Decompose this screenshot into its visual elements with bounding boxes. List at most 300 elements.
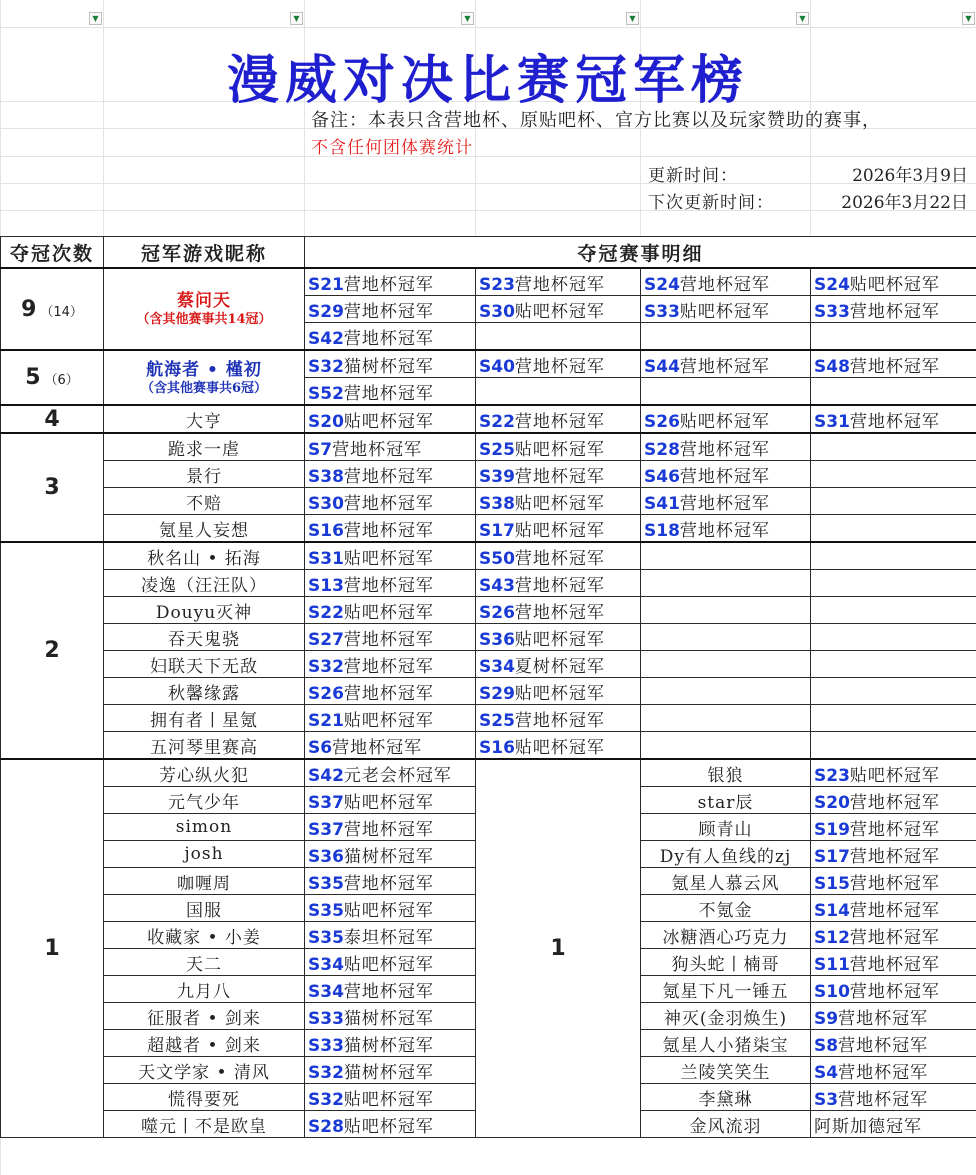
champion-table: [0, 236, 976, 1138]
player-name: 秋名山 • 拓海: [147, 548, 261, 569]
event-cell[interactable]: [305, 350, 476, 378]
player-name-cell: [641, 949, 811, 976]
season-label: S35: [308, 927, 344, 948]
event-label: 营地杯冠军: [849, 819, 940, 840]
count-cell: [476, 759, 641, 1138]
player-name: 凌逸（汪汪队）: [141, 575, 267, 596]
player-total-note: （含其他赛事共14冠）: [136, 312, 272, 327]
event-cell[interactable]: [305, 515, 476, 543]
season-label: S16: [308, 520, 344, 541]
event-label: 营地杯冠军: [679, 520, 770, 541]
season-label: S31: [814, 411, 850, 432]
player-name-cell: [104, 1030, 305, 1057]
filter-dropdown-icon[interactable]: ▼: [461, 12, 474, 25]
event-cell[interactable]: [305, 787, 476, 814]
event-label: 营地杯冠军: [849, 411, 940, 432]
event-label: 营地杯冠军: [679, 466, 770, 487]
season-label: S24: [814, 274, 850, 295]
table-row: [1, 515, 976, 543]
player-name-cell: [641, 1084, 811, 1111]
event-label: 贴吧杯冠军: [514, 439, 605, 460]
player-name: Dy有人鱼线的zj: [659, 846, 792, 867]
player-name: 银狼: [707, 765, 744, 786]
gridline: [0, 27, 976, 28]
season-label: S40: [479, 356, 515, 377]
filter-dropdown-icon[interactable]: ▼: [796, 12, 809, 25]
table-row: [1, 651, 976, 678]
season-label: S48: [814, 356, 850, 377]
event-label: 猫树杯冠军: [343, 846, 434, 867]
season-label: S31: [308, 548, 344, 569]
event-label: 营地杯冠军: [838, 1089, 929, 1110]
player-name-cell: [104, 268, 305, 350]
update-time-label: 更新时间：: [648, 166, 738, 186]
event-label: 贴吧杯冠军: [849, 765, 940, 786]
event-cell[interactable]: [305, 433, 476, 461]
empty-cell: [476, 323, 641, 351]
event-cell[interactable]: [305, 651, 476, 678]
player-name-cell: [104, 732, 305, 760]
season-label: S42: [308, 328, 344, 349]
event-cell[interactable]: [305, 678, 476, 705]
event-label: 贴吧杯冠军: [514, 683, 605, 704]
empty-cell: [811, 624, 976, 651]
event-cell[interactable]: [305, 868, 476, 895]
event-cell[interactable]: [305, 488, 476, 515]
event-label: 营地杯冠军: [343, 520, 434, 541]
event-cell[interactable]: [811, 949, 976, 976]
season-label: S26: [479, 602, 515, 623]
event-cell[interactable]: [641, 350, 811, 378]
event-label: 营地杯冠军: [343, 493, 434, 514]
event-cell[interactable]: [811, 895, 976, 922]
empty-cell: [641, 705, 811, 732]
event-label: 贴吧杯冠军: [343, 954, 434, 975]
event-label: 营地杯冠军: [343, 575, 434, 596]
player-name: 李黛琳: [698, 1089, 753, 1110]
season-label: S22: [479, 411, 515, 432]
player-name-cell: [104, 488, 305, 515]
event-label: 营地杯冠军: [849, 954, 940, 975]
event-cell[interactable]: [811, 759, 976, 787]
player-name-cell: [104, 461, 305, 488]
season-label: S9: [814, 1008, 839, 1029]
event-label: 贴吧杯冠军: [514, 520, 605, 541]
event-cell[interactable]: [305, 895, 476, 922]
event-cell[interactable]: [476, 542, 641, 570]
filter-dropdown-icon[interactable]: ▼: [290, 12, 303, 25]
event-cell[interactable]: [476, 433, 641, 461]
event-cell[interactable]: [641, 268, 811, 296]
season-label: S30: [308, 493, 344, 514]
player-name: 五河琴里赛高: [150, 737, 258, 758]
event-cell[interactable]: [305, 1084, 476, 1111]
empty-cell: [476, 378, 641, 406]
event-label: 营地杯冠军: [838, 1062, 929, 1083]
player-name-cell: [104, 841, 305, 868]
event-cell[interactable]: [641, 461, 811, 488]
table-row: [1, 597, 976, 624]
season-label: S32: [308, 1089, 344, 1110]
player-name-cell: [104, 895, 305, 922]
event-label: 营地杯冠军: [343, 274, 434, 295]
event-cell[interactable]: [305, 461, 476, 488]
event-label: 营地杯冠军: [514, 602, 605, 623]
event-label: 贴吧杯冠军: [343, 792, 434, 813]
table-row: [1, 759, 976, 787]
event-label: 营地杯冠军: [679, 356, 770, 377]
player-name-cell: [104, 1003, 305, 1030]
season-label: S4: [814, 1062, 839, 1083]
filter-dropdown-icon[interactable]: ▼: [626, 12, 639, 25]
season-label: S15: [814, 873, 850, 894]
event-cell[interactable]: [811, 268, 976, 296]
next-update-value: 2026年3月22日: [841, 193, 968, 213]
count-cell: [1, 542, 104, 759]
season-label: S14: [814, 900, 850, 921]
empty-cell: [641, 732, 811, 760]
player-name: 冰糖酒心巧克力: [662, 927, 789, 948]
event-cell[interactable]: [811, 1030, 976, 1057]
event-cell[interactable]: [476, 296, 641, 323]
event-cell[interactable]: [476, 678, 641, 705]
next-update-label: 下次更新时间：: [648, 193, 774, 213]
player-name: 不赔: [186, 493, 222, 514]
event-label: 营地杯冠军: [849, 792, 940, 813]
season-label: S43: [479, 575, 515, 596]
player-name: 氪星人小猪柒宝: [662, 1035, 789, 1056]
empty-cell: [641, 570, 811, 597]
event-cell[interactable]: [811, 350, 976, 378]
gridline: [0, 183, 976, 184]
event-label: 营地杯冠军: [679, 493, 770, 514]
season-label: S33: [644, 301, 680, 322]
player-name-cell: [641, 868, 811, 895]
event-label: 夏树杯冠军: [514, 656, 605, 677]
player-name: Douyu灭神: [155, 602, 253, 623]
season-label: S32: [308, 356, 344, 377]
season-label: S29: [308, 301, 344, 322]
season-label: S34: [308, 981, 344, 1002]
player-name-cell: [104, 759, 305, 787]
event-cell[interactable]: [811, 1084, 976, 1111]
player-name-cell: [104, 1057, 305, 1084]
player-name-cell: [104, 814, 305, 841]
event-label: 营地杯冠军: [343, 629, 434, 650]
event-cell[interactable]: [811, 922, 976, 949]
season-label: S21: [308, 274, 344, 295]
empty-cell: [811, 651, 976, 678]
event-cell[interactable]: [476, 515, 641, 543]
event-label: 营地杯冠军: [343, 466, 434, 487]
event-label: 营地杯冠军: [849, 927, 940, 948]
event-cell[interactable]: [476, 732, 641, 760]
empty-cell: [811, 542, 976, 570]
player-name-cell: [641, 895, 811, 922]
event-cell[interactable]: [305, 922, 476, 949]
event-cell[interactable]: [305, 814, 476, 841]
event-cell[interactable]: [305, 976, 476, 1003]
season-label: S21: [308, 710, 344, 731]
season-label: S25: [479, 439, 515, 460]
event-label: 营地杯冠军: [838, 1008, 929, 1029]
season-label: S28: [308, 1116, 344, 1137]
season-label: S33: [814, 301, 850, 322]
empty-cell: [811, 461, 976, 488]
gridline: [103, 0, 104, 236]
event-cell[interactable]: [811, 868, 976, 895]
season-label: S27: [308, 629, 344, 650]
event-cell[interactable]: [305, 624, 476, 651]
player-name-cell: [104, 949, 305, 976]
event-cell[interactable]: [305, 759, 476, 787]
event-label: 营地杯冠军: [332, 737, 423, 758]
table-row: [1, 405, 976, 433]
empty-cell: [811, 323, 976, 351]
player-name: 天文学家 • 清风: [138, 1062, 270, 1083]
season-label: S37: [308, 792, 344, 813]
season-label: S8: [814, 1035, 839, 1056]
season-label: S50: [479, 548, 515, 569]
event-cell[interactable]: [811, 296, 976, 323]
player-name-cell: [641, 1057, 811, 1084]
season-label: S34: [479, 656, 515, 677]
empty-cell: [641, 597, 811, 624]
event-label: 贴吧杯冠军: [514, 629, 605, 650]
empty-cell: [811, 570, 976, 597]
event-label: 阿斯加德冠军: [814, 1116, 922, 1137]
season-label: S41: [644, 493, 680, 514]
event-cell[interactable]: [476, 405, 641, 433]
event-cell[interactable]: [811, 1057, 976, 1084]
event-label: 营地杯冠军: [514, 548, 605, 569]
player-name: 天二: [186, 954, 222, 975]
event-label: 营地杯冠军: [849, 981, 940, 1002]
player-name: 慌得要死: [168, 1089, 240, 1110]
player-name: 氪星人妄想: [159, 520, 249, 541]
event-cell[interactable]: [305, 841, 476, 868]
event-cell[interactable]: [811, 976, 976, 1003]
count-value: 1: [44, 936, 60, 961]
season-label: S29: [479, 683, 515, 704]
table-row: [1, 624, 976, 651]
table-row: [1, 570, 976, 597]
event-label: 贴吧杯冠军: [343, 411, 434, 432]
player-name: 顾青山: [698, 819, 753, 840]
player-name: 金风流羽: [689, 1116, 762, 1137]
season-label: S7: [308, 439, 333, 460]
event-cell[interactable]: [811, 787, 976, 814]
event-label: 营地杯冠军: [343, 873, 434, 894]
event-cell[interactable]: [305, 1030, 476, 1057]
event-cell[interactable]: [305, 268, 476, 296]
event-label: 贴吧杯冠军: [679, 411, 770, 432]
player-name: star辰: [697, 792, 754, 813]
gridline: [0, 156, 976, 157]
event-cell[interactable]: [305, 597, 476, 624]
season-label: S36: [308, 846, 344, 867]
count-cell: [1, 405, 104, 433]
event-label: 营地杯冠军: [849, 900, 940, 921]
note-line-2: 不含任何团体赛统计: [311, 138, 473, 158]
count-total: （14）: [40, 304, 83, 320]
season-label: S16: [479, 737, 515, 758]
event-cell[interactable]: [305, 1003, 476, 1030]
empty-cell: [811, 678, 976, 705]
empty-cell: [811, 433, 976, 461]
count-cell: [1, 433, 104, 542]
player-name: 吞天鬼骁: [168, 629, 240, 650]
player-name-cell: [641, 976, 811, 1003]
event-label: 营地杯冠军: [343, 981, 434, 1002]
event-label: 贴吧杯冠军: [514, 301, 605, 322]
player-name-cell: [104, 678, 305, 705]
season-label: S35: [308, 900, 344, 921]
player-name-cell: [104, 624, 305, 651]
event-cell[interactable]: [811, 1003, 976, 1030]
note-line-1: 备注：本表只含营地杯、原贴吧杯、官方比赛以及玩家赞助的赛事，: [311, 110, 881, 131]
event-cell[interactable]: [305, 732, 476, 760]
event-label: 营地杯冠军: [514, 466, 605, 487]
event-label: 贴吧杯冠军: [343, 1089, 434, 1110]
season-label: S26: [308, 683, 344, 704]
count-cell: [1, 268, 104, 350]
event-cell[interactable]: [305, 405, 476, 433]
player-name: 蔡问天: [177, 291, 231, 311]
event-cell[interactable]: [811, 841, 976, 868]
empty-cell: [641, 378, 811, 406]
player-name-cell: [641, 922, 811, 949]
event-cell[interactable]: [476, 488, 641, 515]
empty-cell: [811, 488, 976, 515]
event-cell[interactable]: [305, 949, 476, 976]
empty-cell: [811, 515, 976, 543]
event-cell[interactable]: [641, 433, 811, 461]
event-label: 贴吧杯冠军: [679, 301, 770, 322]
season-label: S18: [644, 520, 680, 541]
event-cell[interactable]: [641, 405, 811, 433]
event-cell[interactable]: [305, 296, 476, 323]
player-name: 拥有者丨星氪: [150, 710, 258, 731]
event-label: 猫树杯冠军: [343, 1008, 434, 1029]
player-name-cell: [104, 705, 305, 732]
event-cell[interactable]: [811, 405, 976, 433]
event-cell[interactable]: [305, 323, 476, 351]
event-label: 营地杯冠军: [849, 873, 940, 894]
event-label: 营地杯冠军: [343, 301, 434, 322]
event-label: 营地杯冠军: [343, 383, 434, 404]
player-name-cell: [641, 1111, 811, 1138]
count-value: 3: [44, 475, 60, 500]
season-label: S33: [308, 1035, 344, 1056]
table-row: [1, 542, 976, 570]
player-name-cell: [104, 350, 305, 405]
filter-dropdown-icon[interactable]: ▼: [962, 12, 975, 25]
player-name-cell: [641, 787, 811, 814]
header-detail: 夺冠赛事明细: [305, 237, 976, 269]
event-cell[interactable]: [305, 570, 476, 597]
player-name: 氪星下凡一锤五: [662, 981, 789, 1002]
empty-cell: [811, 378, 976, 406]
event-cell[interactable]: [476, 597, 641, 624]
event-cell[interactable]: [476, 268, 641, 296]
season-label: S17: [814, 846, 850, 867]
season-label: S35: [308, 873, 344, 894]
event-cell[interactable]: [305, 1111, 476, 1138]
season-label: S6: [308, 737, 333, 758]
event-cell[interactable]: [305, 1057, 476, 1084]
event-label: 营地杯冠军: [514, 710, 605, 731]
player-name: josh: [184, 844, 224, 864]
empty-cell: [641, 542, 811, 570]
season-label: S10: [814, 981, 850, 1002]
filter-dropdown-icon[interactable]: ▼: [89, 12, 102, 25]
gridline: [304, 0, 305, 236]
season-label: S33: [308, 1008, 344, 1029]
season-label: S25: [479, 710, 515, 731]
event-cell[interactable]: [305, 705, 476, 732]
player-name: 噬元丨不是欧皇: [141, 1116, 267, 1137]
player-name: 妇联天下无敌: [150, 656, 258, 677]
event-label: 营地杯冠军: [332, 439, 423, 460]
season-label: S23: [814, 765, 850, 786]
event-label: 贴吧杯冠军: [849, 274, 940, 295]
player-name: 征服者 • 剑来: [147, 1008, 261, 1029]
event-label: 贴吧杯冠军: [514, 737, 605, 758]
count-value: 1: [550, 936, 566, 961]
player-name: 景行: [186, 466, 222, 487]
player-name-cell: [104, 976, 305, 1003]
season-label: S52: [308, 383, 344, 404]
player-name-cell: [104, 597, 305, 624]
event-cell[interactable]: [476, 651, 641, 678]
event-label: 猫树杯冠军: [343, 356, 434, 377]
event-cell[interactable]: [641, 515, 811, 543]
event-cell[interactable]: [305, 542, 476, 570]
event-label: 贴吧杯冠军: [343, 548, 434, 569]
count-total: （6）: [44, 373, 79, 388]
season-label: S17: [479, 520, 515, 541]
event-label: 营地杯冠军: [514, 411, 605, 432]
player-name: 秋馨缘露: [168, 683, 240, 704]
player-name-cell: [641, 814, 811, 841]
event-cell[interactable]: [476, 350, 641, 378]
count-value: 9: [21, 296, 37, 322]
event-cell[interactable]: [811, 1111, 976, 1138]
season-label: S3: [814, 1089, 839, 1110]
event-cell[interactable]: [476, 705, 641, 732]
season-label: S13: [308, 575, 344, 596]
player-name: 芳心纵火犯: [159, 765, 249, 786]
player-name-cell: [641, 1030, 811, 1057]
player-name: 元气少年: [168, 792, 240, 813]
event-cell[interactable]: [476, 570, 641, 597]
event-cell[interactable]: [811, 814, 976, 841]
event-cell[interactable]: [476, 624, 641, 651]
event-label: 营地杯冠军: [343, 819, 434, 840]
event-label: 猫树杯冠军: [343, 1062, 434, 1083]
season-label: S38: [479, 493, 515, 514]
event-cell[interactable]: [305, 378, 476, 406]
event-cell[interactable]: [641, 488, 811, 515]
event-cell[interactable]: [476, 461, 641, 488]
season-label: S42: [308, 765, 344, 786]
player-name-cell: [104, 1084, 305, 1111]
event-cell[interactable]: [641, 296, 811, 323]
player-name-cell: [104, 1111, 305, 1138]
player-name-cell: [641, 759, 811, 787]
event-label: 营地杯冠军: [838, 1035, 929, 1056]
